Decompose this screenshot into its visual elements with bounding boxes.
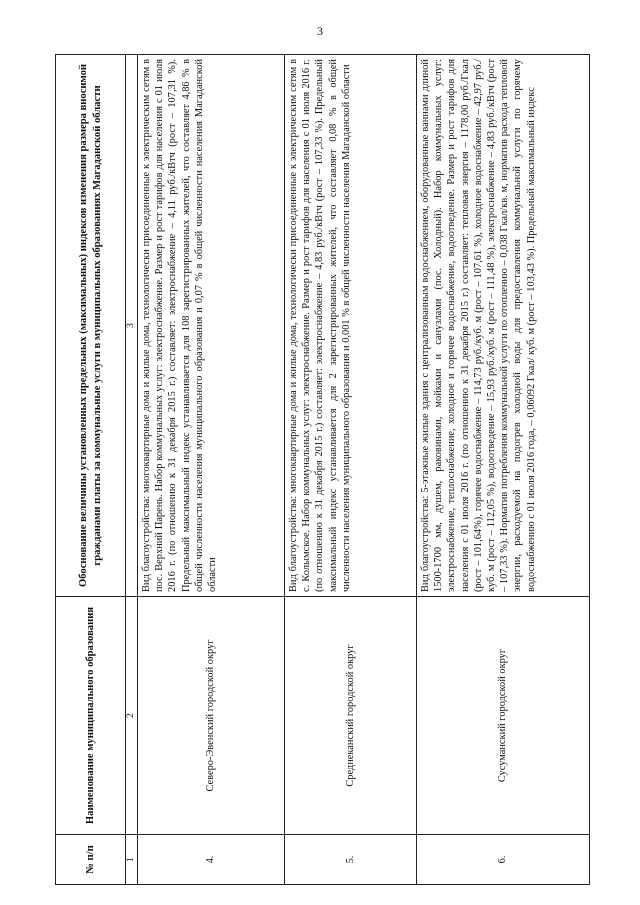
justification-text: Вид благоустройства: 5-этажные жилые здания с централизованным водоснабжением, оборудованные ваннами длиной 1500-1700 мм, душем, раковинами, мойками и санузлами (пос. Холодный). Набор коммунальных услуг: электроснабжение, теплоснабжение, холодное и горячее водоснабжение, водоотведение. Размер и рост тарифов для населения с 01 июля 2016 г. (по отношению к 31 декабря 2015 г.) составляет: тепловая энергия – 1178,00 руб./Гкал (рост – 101,64%), горячее водоснабжение – 114,73 руб./куб. м (рост – 107,61 %), холодное водоснабжение – 42,97 руб./куб. м (рост – 112,05 %), водоотведение – 15,93 руб./куб. м (рост – 111,48 %), электроснабжение – 4,83 руб./кВтч (рост – 107,33 %). Норматив потребления коммунальной услуги по отоплению – 0,038 Гкал/кв. м, норматив расхода тепловой энергии, расходуемой на подогрев холодной воды для предоставления коммунальной услуги по горячему водоснабжению с 01 июля 2016 года, – 0,06092 Гкал/ куб. м (рост – 103,43 %). Предельный максимальный индекс bbox=[417, 55, 590, 597]
tariff-index-table bbox=[55, 54, 590, 885]
justification-text: Вид благоустройства: многоквартирные дома и жилые дома, технологически присоединенные к электрическим сетям в пос. Верхний Парень. Набор коммунальных услуг: электроснабжение. Размер и рост тарифов для населения с 01 июля 2016 г. (по отношению к 31 декабря 2015 г.) составляет: электроснабжение – 4,11 руб./кВтч (рост – 107,31 %). Предельный максимальный индекс устанавливается для 108 зарегистрированных жителей, что составляет 4,86 % в общей численности населения муниципального образования и 0,07 % в общей численности населения Магаданской области bbox=[138, 55, 285, 597]
row-number: 4. bbox=[138, 835, 285, 885]
header-number: № п/п bbox=[56, 835, 126, 885]
rotated-page-content bbox=[55, 55, 590, 885]
column-number-2: 2 bbox=[126, 597, 138, 835]
municipality-name: Среднеканский городской округ bbox=[285, 597, 417, 835]
header-justification: Обоснование величины установленных предельных (максимальных) индексов изменения размера вносимой гражданами платы за коммунальные услуги в муниципальных образованиях Магаданской области bbox=[56, 55, 126, 597]
table-row bbox=[417, 55, 590, 885]
municipality-name: Сусуманский городской округ bbox=[417, 597, 590, 835]
header-municipality: Наименование муниципального образования bbox=[56, 597, 126, 835]
column-number-1: 1 bbox=[126, 835, 138, 885]
table-row bbox=[138, 55, 285, 885]
row-number: 6. bbox=[417, 835, 590, 885]
table-row bbox=[285, 55, 417, 885]
row-number: 5. bbox=[285, 835, 417, 885]
column-number-3: 3 bbox=[126, 55, 138, 597]
municipality-name: Северо-Эвенский городской округ bbox=[138, 597, 285, 835]
justification-text: Вид благоустройства: многоквартирные дома и жилые дома, технологически присоединенные к электрическим сетям в с. Колымское. Набор коммунальных услуг: электроснабжение. Размер и рост тарифов для населения с 01 июля 2016 г. (по отношению к 31 декабря 2015 г.) составляет: электроснабжение – 4,83 руб./кВтч (рост – 107,33 %). Предельный максимальный индекс устанавливается для 2 зарегистрированных жителей, что составляет 0,08 % в общей численности населения муниципального образования и 0,001 % в общей численности населения Магаданской области bbox=[285, 55, 417, 597]
page-number: 3 bbox=[317, 24, 323, 38]
